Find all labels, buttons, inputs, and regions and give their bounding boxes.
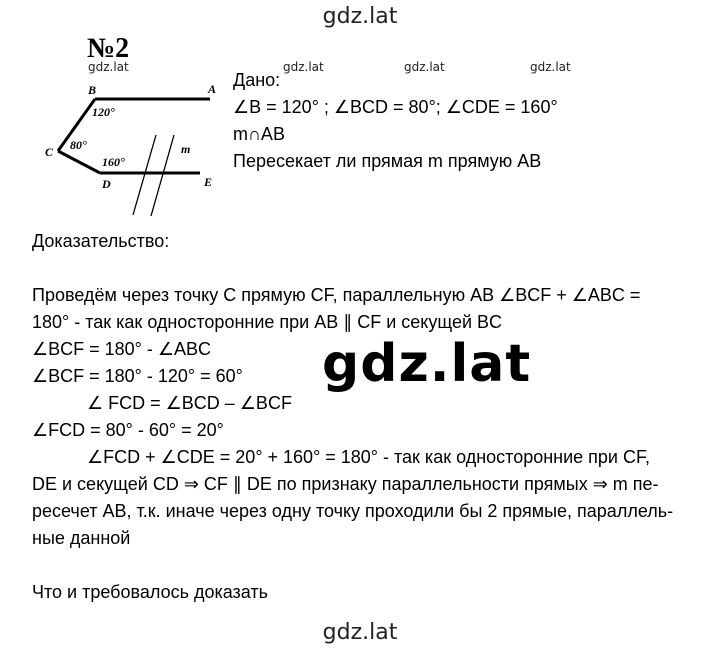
proof-line: ∠BCF = 180° - ∠ABC — [32, 339, 212, 359]
watermark-small: gdz.lat — [283, 60, 324, 74]
watermark-small: gdz.lat — [530, 60, 571, 74]
proof-line: ные данной — [32, 528, 131, 548]
proof-line: ∠FCD = 80° - 60° = 20° — [32, 420, 224, 440]
line-cd — [58, 151, 100, 173]
proof-line: ∠BCF = 180° - 120° = 60° — [32, 366, 243, 386]
watermark-center: gdz.lat — [322, 334, 532, 394]
proof-line: DE и секущей CD ⇒ CF ∥ DE по признаку параллельности прямых ⇒ m пе- — [32, 474, 659, 494]
proof-line: ∠ FCD = ∠BCD – ∠BCF — [87, 393, 292, 413]
label-d: D — [102, 177, 111, 191]
given-intersection: m∩AB — [233, 124, 285, 144]
watermark-small: gdz.lat — [88, 60, 129, 74]
label-c: C — [45, 145, 54, 159]
angle-b-label: 120° — [92, 105, 115, 119]
label-m: m — [181, 142, 191, 156]
given-heading: Дано: — [233, 70, 281, 90]
proof-line: ресечет AB, т.к. иначе через одну точку проходили бы 2 прямые, параллель- — [32, 501, 674, 521]
given-question: Пересекает ли прямая m прямую AB — [233, 151, 542, 171]
proof-line: ∠FCD + ∠CDE = 20° + 160° = 180° - так как односторонние при CF, — [87, 447, 650, 467]
label-e: E — [204, 175, 213, 189]
label-b: B — [88, 83, 97, 97]
label-a: A — [208, 82, 217, 96]
given-block — [233, 67, 558, 175]
angle-d-label: 160° — [102, 155, 125, 169]
proof-line: Проведём через точку C прямую CF, параллельную AB ∠BCF + ∠ABC = — [32, 285, 641, 305]
proof-block — [32, 228, 712, 606]
line-secondary — [133, 135, 156, 215]
given-angles: ∠B = 120° ; ∠BCD = 80°; ∠CDE = 160° — [233, 97, 558, 117]
watermark-top: gdz.lat — [322, 4, 398, 29]
geometry-figure — [30, 78, 230, 228]
watermark-small: gdz.lat — [404, 60, 445, 74]
proof-conclusion: Что и требовалось доказать — [32, 582, 269, 602]
proof-heading: Доказательство: — [32, 231, 170, 251]
watermark-bottom: gdz.lat — [322, 620, 398, 645]
angle-c-label: 80° — [70, 138, 87, 152]
proof-line: 180° - так как односторонние при AB ∥ CF и секущей BC — [32, 312, 503, 332]
line-m — [151, 135, 174, 216]
problem-number: №2 — [87, 33, 130, 64]
